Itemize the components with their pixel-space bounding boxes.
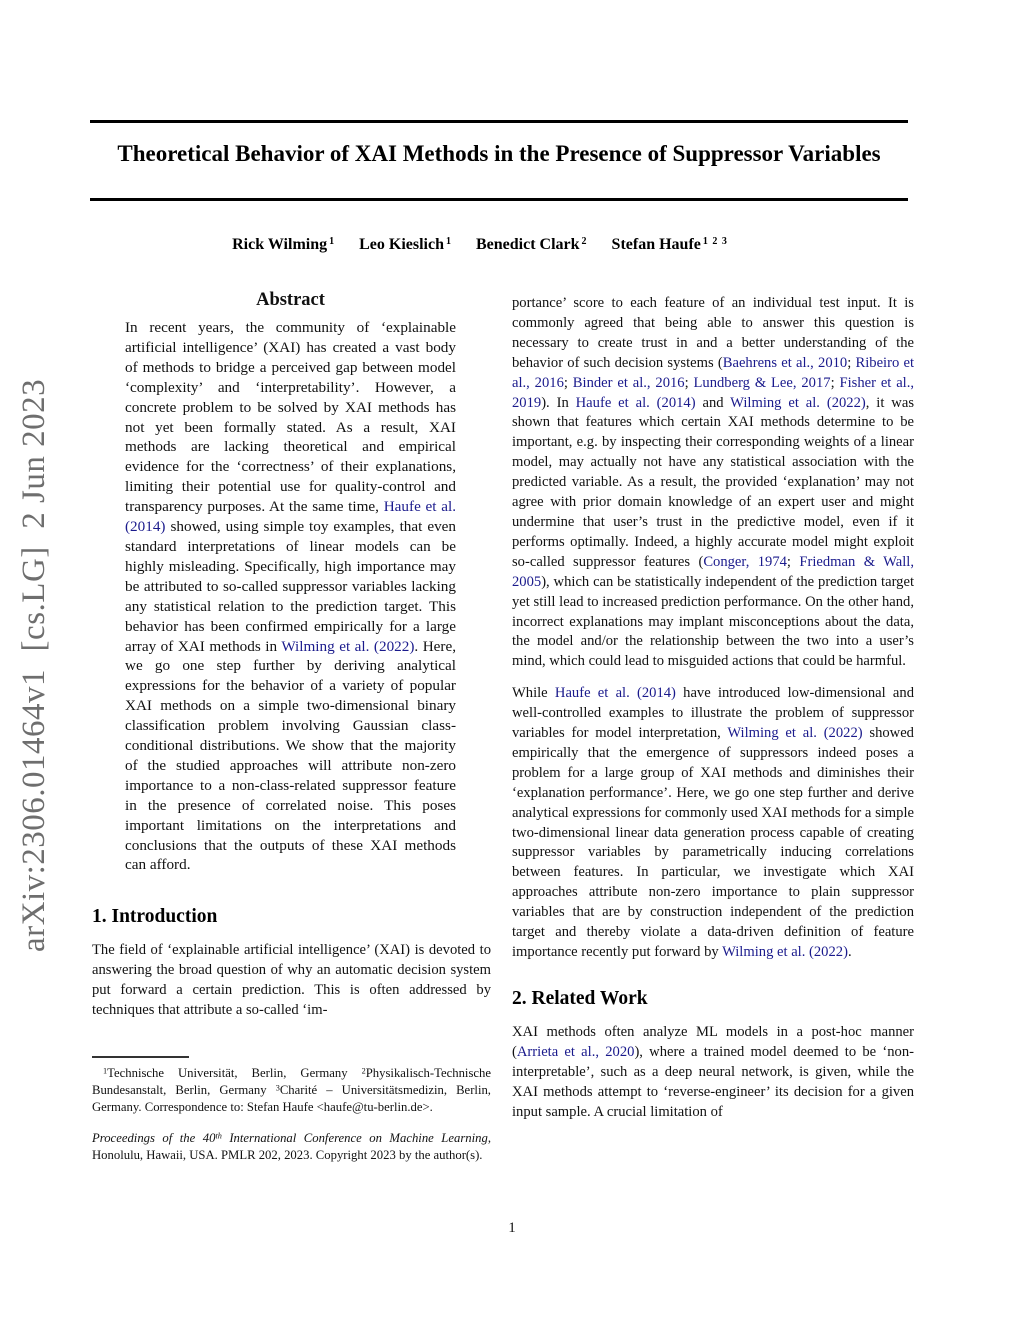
citation-link[interactable]: Wilming et al. (2022) (722, 944, 848, 960)
text-segment: The field of ‘explainable artificial intelligence’ (XAI) is devoted to answering the broad question of why an automatic decision system put forward a certain prediction. This is often addressed by techniques that attribute a so-called ‘im- (92, 942, 491, 1019)
left-column (92, 290, 491, 1021)
citation-link[interactable]: Haufe et al. (2014) (125, 498, 456, 536)
citation-link[interactable]: Friedman & Wall, 2005 (512, 553, 915, 590)
section-heading-introduction: 1. Introduction (92, 906, 218, 928)
paper-title: Theoretical Behavior of XAI Methods in the Presence of Suppressor Variables (117, 141, 881, 166)
introduction-text (92, 941, 491, 1021)
header-rule-bottom (90, 198, 908, 201)
arxiv-watermark: arXiv:2306.01464v1 [cs.LG] 2 Jun 2023 (16, 378, 52, 952)
citation-link[interactable]: Haufe et al. (2014) (554, 685, 676, 702)
citation-link[interactable]: Wilming et al. (2022) (281, 637, 415, 655)
author-stefan-haufe (612, 236, 728, 253)
text-segment: In recent years, the community of ‘explainable artificial intelligence’ (XAI) has created a vast body of methods to bridge a perceived gap between model ‘complexity’ and ‘interpretability’. However, a concrete problem to be solved by XAI methods has not yet been formally stated. As a result, XAI methods are lacking theoretical and empirical evidence for the ‘correctness’ of their explanations, limiting their potential use for quality-control and transparency purposes. At the same time, (125, 319, 456, 516)
text-segment: . Here, we go one step further by deriving analytical expressions for the behavior of a variety of popular XAI methods on a simple two-dimensional binary classification problem involving Gaussian class-conditional distributions. We show that the majority of the studied approaches will attribute non-zero importance to a non-class-related suppressor feature in the presence of correlated noise. This poses important limitations on the interpretations and conclusions that the outputs of these XAI methods can afford. (125, 637, 457, 874)
text-segment: ), which can be statistically independent of the prediction target yet still lead to increased prediction performance. On the other hand, incorrect explanations may implant misconceptions about the data, the model and/or the relationship between the two into a user’s mind, which could lead to misguided actions that could be harmful. (512, 573, 914, 670)
text-segment: Charité – Universitätsmedizin, Berlin, Germany. Correspondence to: Stefan Haufe <haufe@tu-berlin.de>. (92, 1082, 491, 1115)
author-name: Benedict Clark (476, 236, 580, 253)
author-name: Leo Kieslich (359, 236, 444, 253)
abstract-heading: Abstract (256, 290, 325, 310)
text-segment: portance’ score to each feature of an individual test input. It is commonly agreed that being able to answer this question is necessary to create trust in and a better understanding of the behavior of such decision systems ( (512, 295, 914, 371)
citation-link[interactable]: Baehrens et al., 2010 (722, 354, 848, 371)
author-affiliation-sup: 1 2 3 (702, 236, 728, 247)
text-segment: showed, using simple toy examples, that even standard interpretations of linear models can be highly misleading. Specifically, high importance may be attributed to so-called suppressor variables lacking any statistical relation to the prediction target. This behavior has been confirmed empirically for a large array of XAI methods in (125, 518, 456, 655)
citation-link[interactable]: Lundberg & Lee, 2017 (693, 374, 831, 391)
text-segment: th (215, 1131, 222, 1141)
text-segment: ; (684, 374, 694, 391)
text-segment: 1 (103, 1065, 108, 1075)
text-segment: ; (786, 553, 800, 570)
text-segment: 2 (361, 1065, 366, 1075)
author-affiliation-sup: 1 (329, 236, 336, 247)
text-segment: ). In (541, 394, 576, 411)
citation-link[interactable]: Conger, 1974 (703, 553, 787, 570)
citation-link[interactable]: Fisher et al., 2019 (512, 374, 915, 411)
author-leo-kieslich (359, 236, 452, 253)
abstract-text (125, 318, 456, 875)
footnote-block (92, 1056, 491, 1165)
citation-link[interactable]: Wilming et al. (2022) (727, 725, 863, 742)
citation-link[interactable]: Haufe et al. (2014) (575, 394, 696, 411)
text-segment: ; (847, 354, 856, 371)
author-rick-wilming (232, 236, 335, 253)
text-segment: Physikalisch-Technische Bundesanstalt, Berlin, Germany (92, 1065, 491, 1097)
citation-link[interactable]: Binder et al., 2016 (572, 374, 685, 391)
text-segment: , Honolulu, Hawaii, USA. PMLR 202, 2023. Copyright 2023 by the author(s). (92, 1130, 491, 1163)
text-segment: ; (830, 374, 840, 391)
text-segment: International Conference on Machine Learning (221, 1130, 488, 1145)
citation-link[interactable]: Wilming et al. (2022) (730, 394, 866, 411)
text-segment: . (847, 944, 852, 960)
text-segment: , it was shown that features which certain XAI methods determine to be important, e.g. by inspecting their corresponding weights of a linear model, may actually not have any statistical association with the predicted variable. As a result, the provided ‘explanation’ may not agree with prior domain knowledge of an expert user and might undermine that user’s trust in the predictive model, even if it performs optimally. Indeed, a highly accurate model might exploit so-called suppressor features ( (512, 394, 914, 570)
right-column (512, 294, 914, 1122)
section-heading-related-work: 2. Related Work (512, 987, 648, 1009)
text-segment: 3 (275, 1083, 280, 1093)
text-segment: Proceedings of the 40 (92, 1130, 216, 1145)
text-segment: ; (563, 374, 573, 391)
author-name: Rick Wilming (232, 236, 328, 253)
header-rule-top (90, 120, 908, 123)
citation-link[interactable]: Arrieta et al., 2020 (516, 1043, 635, 1060)
intro-continued-text (512, 294, 914, 672)
related-work-text (512, 1023, 914, 1123)
page-number: 1 (508, 1220, 516, 1236)
proceedings-footnote (92, 1130, 491, 1165)
text-segment: showed empirically that the emergence of suppressors indeed poses a problem for a large group of XAI methods and diminishes their ‘explanation performance’. Here, we go one step further and derive analytical expressions for commonly used XAI methods for a simple two-dimensional linear data generation process capable of creating suppressor variables by parametrically inducing correlations between features. In particular, we investigate which XAI approaches attribute non-zero importance to plain suppressor variables that are by construction independent of the prediction target and thereby violate a data-driven definition of feature importance recently put forward by (512, 725, 914, 960)
affiliation-footnote (92, 1065, 491, 1117)
author-affiliation-sup: 1 (446, 236, 452, 247)
text-segment: Technische Universität, Berlin, Germany (107, 1065, 362, 1080)
text-segment: ), where a trained model deemed to be ‘non-interpretable’, such as a deep neural network, is given, while the XAI methods attempt to ‘reverse-engineer’ its decision for a given input sample. A crucial limitation of (512, 1043, 914, 1120)
text-segment: XAI methods often analyze ML models in a post-hoc manner ( (512, 1023, 914, 1060)
author-line (70, 236, 890, 254)
author-affiliation-sup: 2 (581, 236, 588, 247)
intro-paragraph-2 (512, 684, 914, 963)
author-benedict-clark (476, 236, 588, 253)
text-segment: While (512, 685, 555, 702)
citation-link[interactable]: Ribeiro et al., 2016 (512, 354, 914, 391)
text-segment: have introduced low-dimensional and well-controlled examples to illustrate the problem of suppressor variables for model interpretation, (512, 685, 914, 742)
author-name: Stefan Haufe (611, 236, 701, 253)
footnote-rule (92, 1056, 189, 1058)
text-segment: and (695, 394, 731, 411)
